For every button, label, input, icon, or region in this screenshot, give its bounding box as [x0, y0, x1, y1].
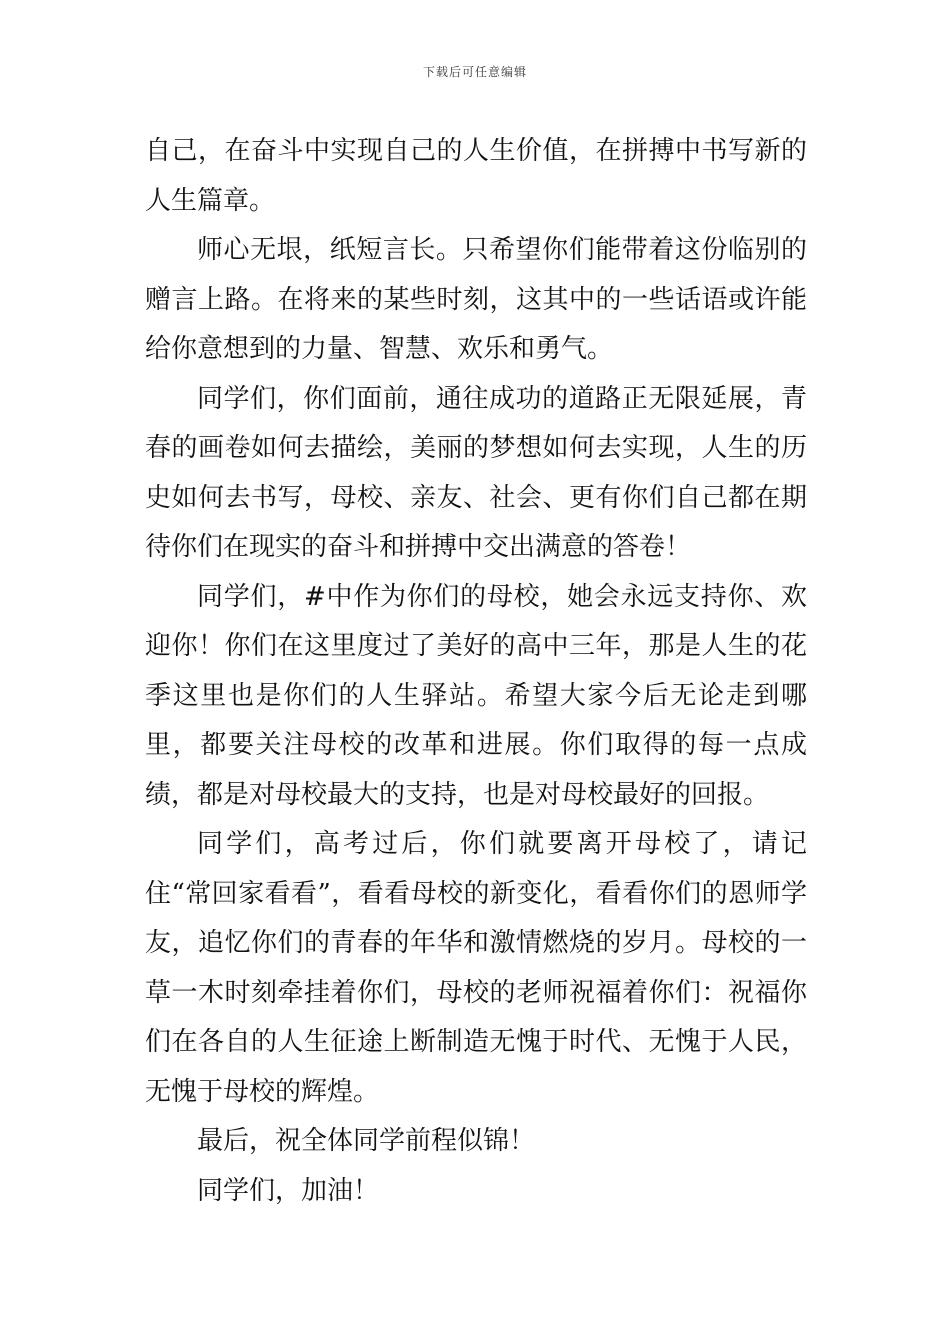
paragraph-7: 同学们，加油！ [197, 1175, 380, 1206]
paragraph-2: 师心无垠，纸短言长。只希望你们能带着这份临别的赠言上路。在将来的某些时刻，这其中的一些话语或许能给你意想到的力量、智慧、欢乐和勇气。 [145, 235, 807, 364]
paragraph-3: 同学们，你们面前，通往成功的道路正无限延展，青春的画卷如何去描绘，美丽的梦想如何去实现，人生的历史如何去书写，母校、亲友、社会、更有你们自己都在期待你们在现实的奋斗和拼搏中交出满意的答卷！ [145, 383, 807, 562]
paragraph-1: 自己，在奋斗中实现自己的人生价值，在拼搏中书写新的人生篇章。 [145, 136, 807, 216]
document-body [145, 127, 807, 1216]
page-header: 下载后可任意编辑 [422, 65, 527, 79]
paragraph-5: 同学们，高考过后，你们就要离开母校了，请记住“常回家看看”，看看母校的新变化，看看你们的恩师学友，追忆你们的青春的年华和激情燃烧的岁月。母校的一草一木时刻牵挂着你们，母校的老师祝福着你们：祝福你们在各自的人生征途上断制造无愧于时代、无愧于人民，无愧于母校的辉煌。 [145, 829, 807, 1107]
paragraph-6: 最后，祝全体同学前程似锦！ [197, 1126, 536, 1156]
paragraph-4: 同学们，#中作为你们的母校，她会永远支持你、欢迎你！你们在这里度过了美好的高中三年，那是人生的花季这里也是你们的人生驿站。希望大家今后无论走到哪里，都要关注母校的改革和进展。你们取得的每一点成绩，都是对母校最大的支持，也是对母校最好的回报。 [145, 581, 807, 810]
